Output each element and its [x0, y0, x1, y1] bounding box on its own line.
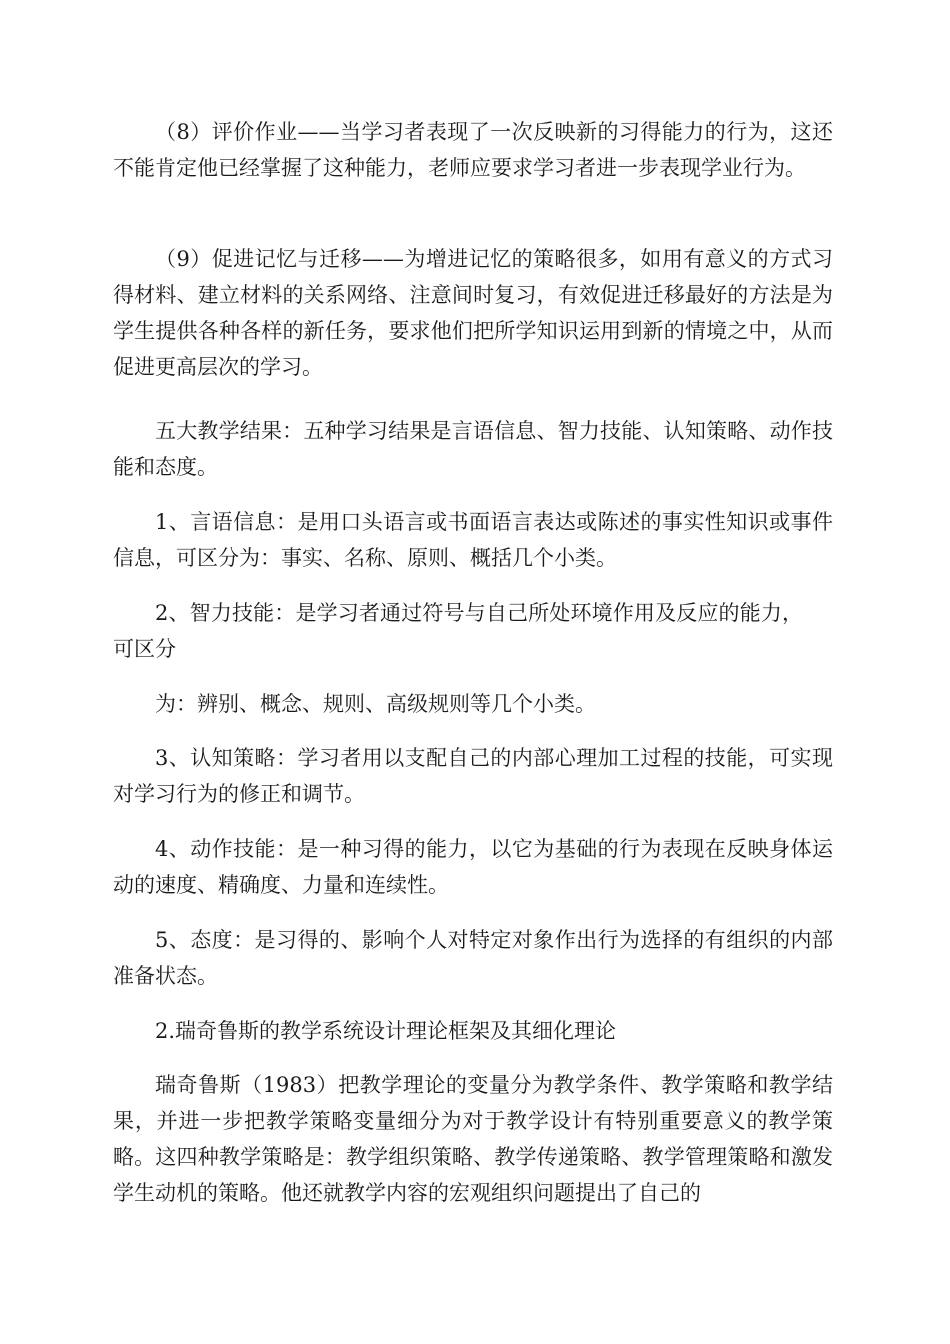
section-heading-reigeluth: 2.瑞奇鲁斯的教学系统设计理论框架及其细化理论 — [155, 1019, 617, 1043]
paragraph-cognitive-strategies: 3、认知策略：学习者用以支配自己的内部心理加工过程的技能，可实现对学习行为的修正和调节。 — [113, 746, 833, 806]
paragraph-five-outcomes: 五大教学结果：五种学习结果是言语信息、智力技能、认知策略、动作技能和态度。 — [113, 419, 833, 479]
paragraph-motor-skills: 4、动作技能：是一种习得的能力，以它为基础的行为表现在反映身体运动的速度、精确度、力量和连续性。 — [113, 837, 833, 897]
paragraph-intellectual-skills-continued: 为：辨别、概念、规则、高级规则等几个小类。 — [155, 692, 596, 716]
paragraph-verbal-information: 1、言语信息：是用口头语言或书面语言表达或陈述的事实性知识或事件信息，可区分为：事实、名称、原则、概括几个小类。 — [113, 510, 833, 570]
paragraph-intellectual-skills: 2、智力技能：是学习者通过符号与自己所处环境作用及反应的能力，可区分 — [113, 601, 803, 661]
paragraph-retention-transfer: （9）促进记忆与迁移——为增进记忆的策略很多，如用有意义的方式习得材料、建立材料的关系网络、注意间时复习，有效促进迁移最好的方法是为学生提供各种各样的新任务，要求他们把所学知识运用到新的情境之中，从而促进更高层次的学习。 — [113, 247, 833, 379]
paragraph-evaluate-performance: （8）评价作业——当学习者表现了一次反映新的习得能力的行为，这还不能肯定他已经掌握了这种能力，老师应要求学习者进一步表现学业行为。 — [113, 120, 833, 180]
paragraph-reigeluth-theory: 瑞奇鲁斯（1983）把教学理论的变量分为教学条件、教学策略和教学结果，并进一步把教学策略变量细分为对于教学设计有特别重要意义的教学策略。这四种教学策略是：教学组织策略、教学传递策略、教学管理策略和激发学生动机的策略。他还就教学内容的宏观组织问题提出了自己的 — [113, 1073, 833, 1205]
paragraph-attitudes: 5、态度：是习得的、影响个人对特定对象作出行为选择的有组织的内部准备状态。 — [113, 928, 833, 988]
